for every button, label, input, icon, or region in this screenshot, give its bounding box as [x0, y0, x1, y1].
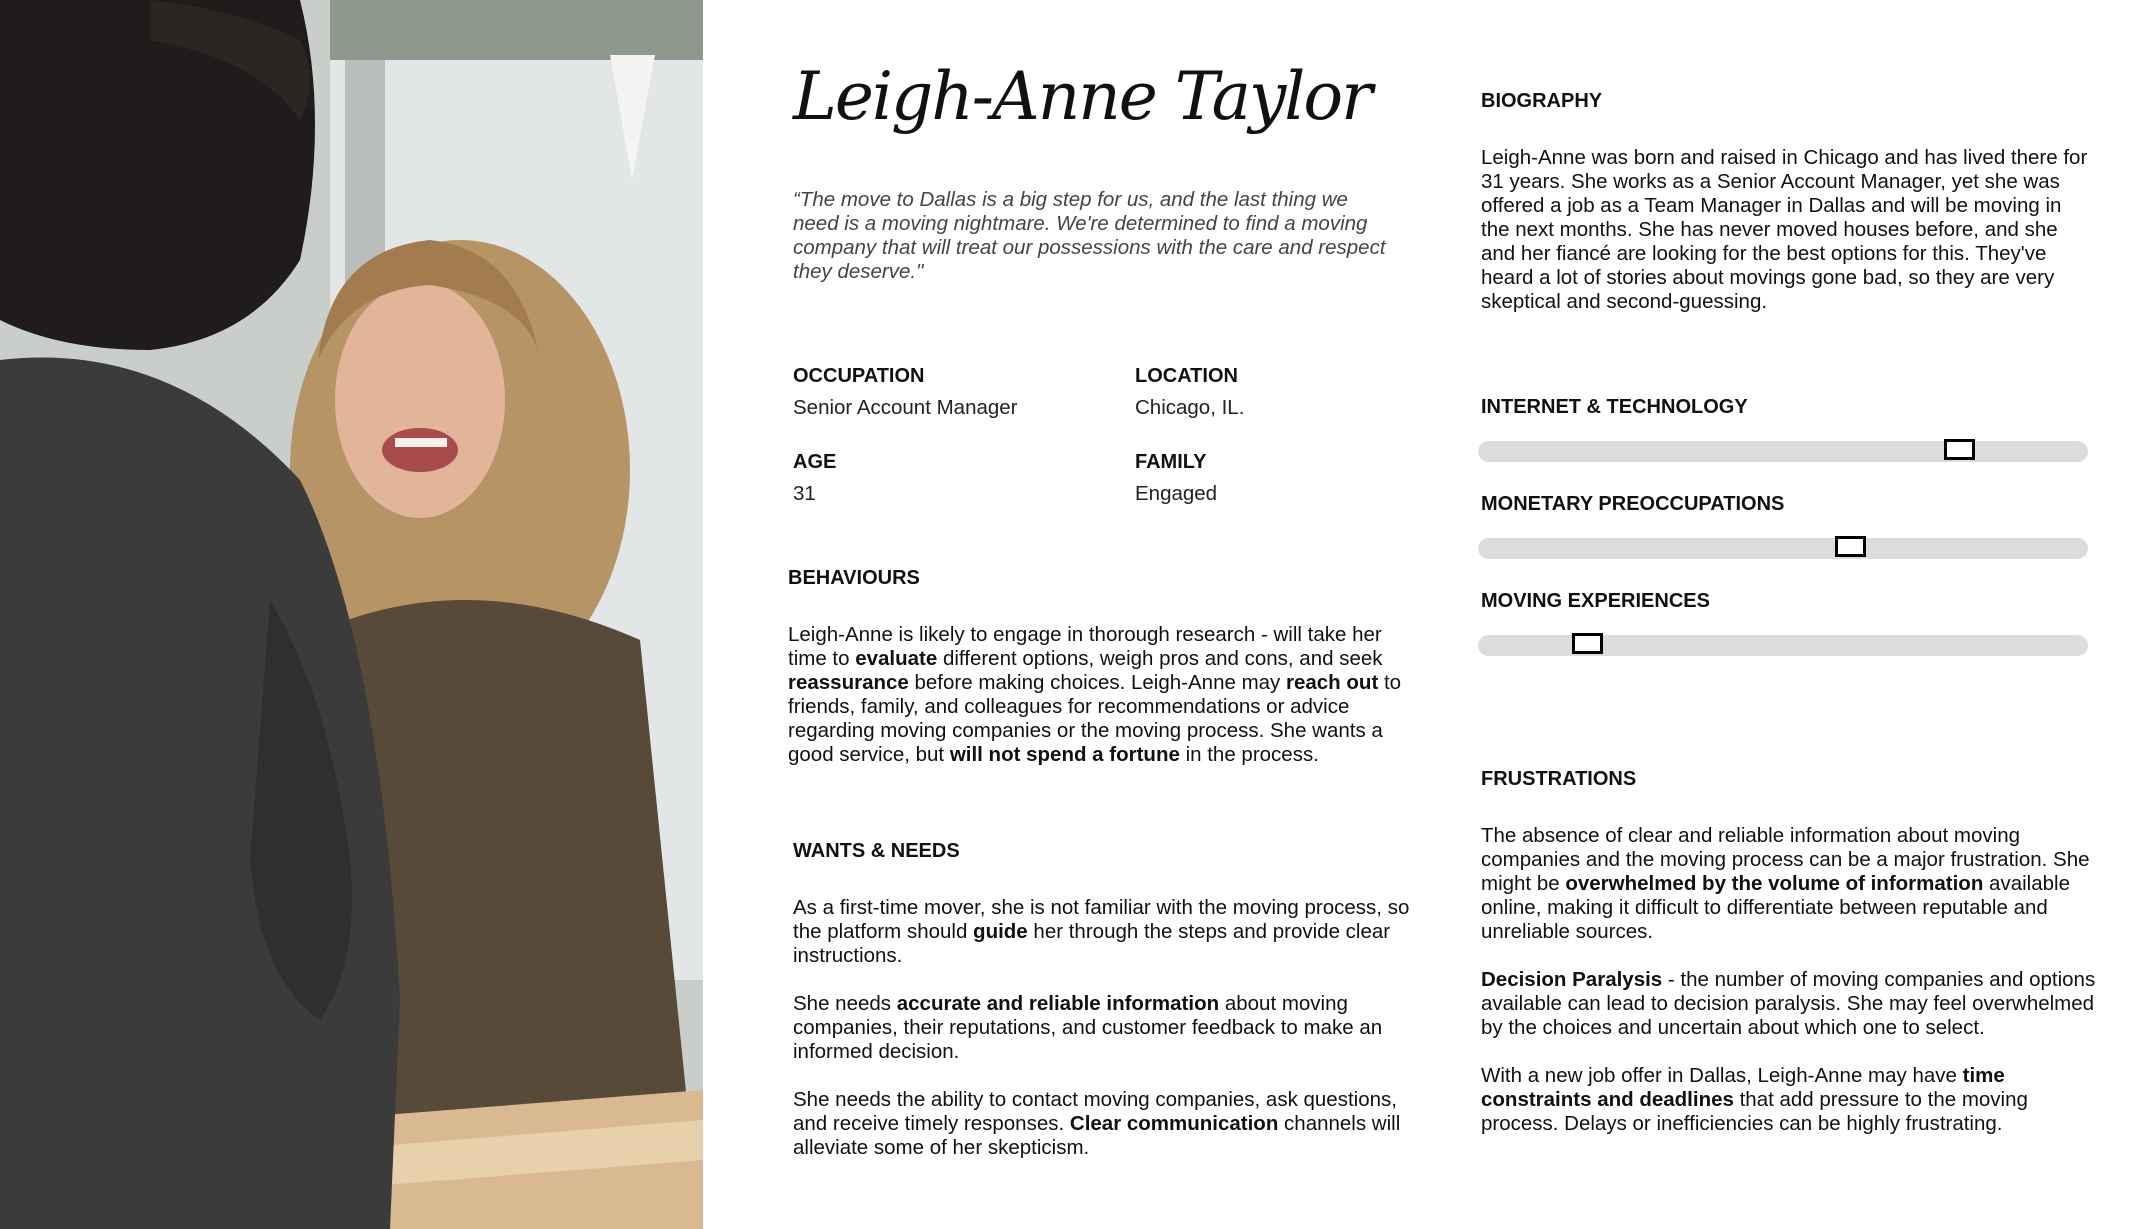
frustrations-text: [1481, 824, 2096, 1160]
body-text: different options, weigh pros and cons, and seek: [937, 647, 1383, 670]
family-label: FAMILY: [1135, 451, 1207, 473]
occupation-value: Senior Account Manager: [793, 396, 1018, 419]
paragraph: [793, 896, 1413, 968]
scale-track-monetary: [1478, 538, 2088, 559]
body-text: to friends, family, and colleagues for recommendations or advice regarding moving companies or the moving process. She wants a good service, but: [788, 671, 1402, 766]
body-text: The absence of clear and reliable information about moving companies and the moving process can be a major frustration. She might be: [1481, 824, 2090, 895]
body-text: her through the steps and provide clear instructions.: [793, 920, 1391, 967]
paragraph: [1481, 968, 2096, 1040]
family-value: Engaged: [1135, 482, 1218, 505]
scale-marker-moving: [1572, 633, 1603, 654]
body-text: She needs: [793, 992, 897, 1015]
scale-label-moving: MOVING EXPERIENCES: [1481, 590, 1710, 612]
body-text: about moving companies, their reputations, and customer feedback to make an informed decision.: [793, 992, 1383, 1063]
biography-text: Leigh-Anne was born and raised in Chicago and has lived there for 31 years. She works as a Senior Account Manager, yet she was offered a job as a Team Manager in Dallas and will be moving in the next months. She has never moved houses before, and she and her fiancé are looking for the best options for this. They've heard a lot of stories about movings gone bad, so they are very skeptical and second-guessing.: [1481, 146, 2088, 313]
paragraph: [793, 992, 1413, 1064]
scale-marker-monetary: [1835, 536, 1866, 557]
frustrations-heading: FRUSTRATIONS: [1481, 768, 1637, 790]
biography-heading: BIOGRAPHY: [1481, 90, 1603, 112]
emphasis-text: will not spend a fortune: [949, 743, 1180, 766]
body-text: that add pressure to the moving process. Delays or inefficiencies can be highly frustrating.: [1481, 1088, 2028, 1135]
persona-name: Leigh-Anne Taylor: [793, 58, 1371, 135]
body-text: With a new job offer in Dallas, Leigh-Anne may have: [1481, 1064, 1963, 1087]
paragraph: [1481, 1064, 2096, 1136]
body-text: in the process.: [1179, 743, 1319, 766]
emphasis-text: reassurance: [788, 671, 909, 694]
body-text: channels will alleviate some of her skepticism.: [793, 1112, 1401, 1159]
scale-label-monetary: MONETARY PREOCCUPATIONS: [1481, 493, 1785, 515]
age-value: 31: [793, 482, 816, 505]
location-value: Chicago, IL.: [1135, 396, 1245, 419]
body-text: available online, making it difficult to differentiate between reputable and unreliable sources.: [1481, 872, 2070, 943]
scale-marker-internet: [1944, 439, 1975, 460]
emphasis-text: overwhelmed by the volume of information: [1565, 872, 1984, 895]
persona-quote: “The move to Dallas is a big step for us, and the last thing we need is a moving nightmare. We're determined to find a moving company that will treat our possessions with the care and respect they deserve.": [793, 188, 1386, 283]
scale-track-moving: [1478, 635, 2088, 656]
scale-track-internet: [1478, 441, 2088, 462]
persona-photo: [0, 0, 703, 1229]
scale-label-internet: INTERNET & TECHNOLOGY: [1481, 396, 1748, 418]
location-label: LOCATION: [1135, 365, 1238, 387]
body-text: - the number of moving companies and options available can lead to decision paralysis. She may feel overwhelmed by the choices and uncertain about which one to select.: [1481, 968, 2096, 1039]
behaviours-heading: BEHAVIOURS: [788, 567, 920, 589]
paragraph: [793, 1088, 1413, 1160]
body-text: Leigh-Anne is likely to engage in thorough research - will take her time to: [788, 623, 1382, 670]
emphasis-text: time constraints and deadlines: [1481, 1064, 2005, 1111]
wants-needs-heading: WANTS & NEEDS: [793, 840, 960, 862]
emphasis-text: guide: [973, 920, 1028, 943]
body-text: As a first-time mover, she is not familiar with the moving process, so the platform should: [793, 896, 1410, 943]
emphasis-text: evaluate: [855, 647, 938, 670]
body-text: She needs the ability to contact moving companies, ask questions, and receive timely responses.: [793, 1088, 1397, 1135]
paragraph: [1481, 824, 2096, 944]
emphasis-text: reach out: [1286, 671, 1379, 694]
emphasis-text: Decision Paralysis: [1481, 968, 1663, 991]
emphasis-text: Clear communication: [1069, 1112, 1279, 1135]
behaviours-text: [788, 623, 1413, 767]
emphasis-text: accurate and reliable information: [896, 992, 1220, 1015]
persona-photo-illustration: [0, 0, 703, 1229]
body-text: before making choices. Leigh-Anne may: [908, 671, 1286, 694]
wants-needs-text: [793, 896, 1413, 1184]
occupation-label: OCCUPATION: [793, 365, 925, 387]
age-label: AGE: [793, 451, 837, 473]
